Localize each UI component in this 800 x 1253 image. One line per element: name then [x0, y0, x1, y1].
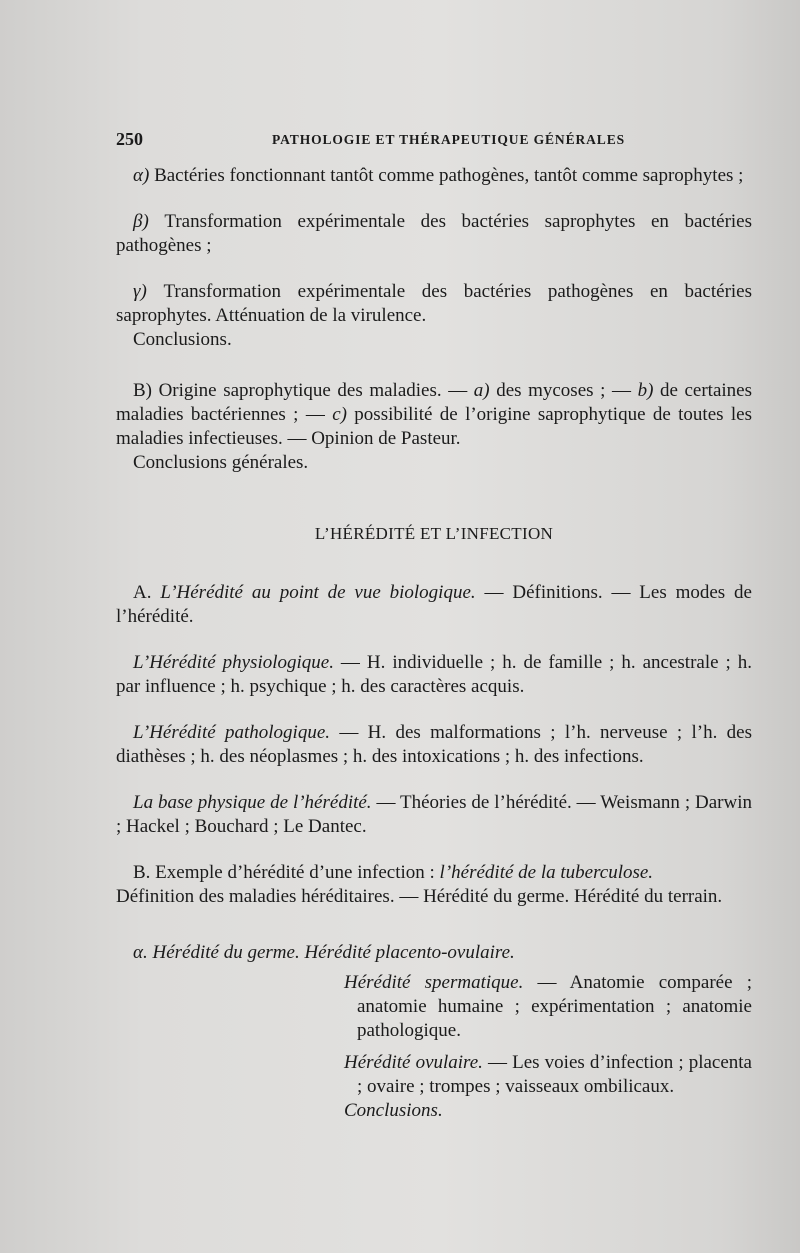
physiologique-title: L’Hérédité physiologique.	[133, 652, 334, 673]
page-body	[116, 164, 752, 1123]
gamma-text: Transformation expérimentale des bactéries pathogènes en bactéries saprophytes. Atténuation de la virulence.	[116, 281, 753, 326]
spermatique-title: Hérédité spermatique.	[344, 972, 524, 993]
paragraph-base	[116, 791, 752, 839]
ovulaire-text: — Les voies d’infection ; placenta ; ovaire ; trompes ; vaisseaux ombilicaux.	[357, 1052, 752, 1097]
base-title: La base physique de l’hérédité.	[133, 792, 372, 813]
conclusions-final: Conclusions.	[344, 1100, 443, 1121]
origine-a-text: des mycoses ; —	[489, 380, 638, 401]
germe-marker: α.	[133, 942, 148, 963]
A-marker: A.	[133, 582, 161, 603]
origine-label: B) Origine saprophytique des maladies. —	[133, 380, 474, 401]
origine-c-text: possibilité de l’origine saprophytique de toutes les maladies infectieuses. — Opinion de Pasteur.	[116, 404, 752, 449]
spermatique-text: — Anatomie comparée ; anatomie humaine ; expérimentation ; anatomie pathologique.	[357, 972, 752, 1041]
page-header	[116, 129, 766, 153]
pathologique-text: — H. des malformations ; l’h. nerveuse ; l’h. des diathèses ; h. des néoplasmes ; h. des intoxications ; h. des infections.	[116, 722, 752, 767]
paragraph-physiologique	[116, 651, 752, 699]
ovulaire-title: Hérédité ovulaire.	[344, 1052, 483, 1073]
alpha-marker: α)	[133, 165, 150, 186]
paragraph-spermatique	[344, 971, 752, 1043]
paragraph-germe	[116, 941, 752, 965]
paragraph-ovulaire	[344, 1051, 752, 1099]
A-text: — Définitions. — Les modes de l’hérédité.	[116, 582, 752, 627]
paragraph-A	[116, 581, 752, 629]
page-number: 250	[116, 129, 143, 149]
section-title: L’HÉRÉDITÉ ET L’INFECTION	[314, 524, 554, 543]
physiologique-text: — H. individuelle ; h. de famille ; h. ancestrale ; h. par influence ; h. psychique ; h. des caractères acquis.	[116, 652, 752, 697]
base-text: — Théories de l’hérédité. — Weismann ; Darwin ; Hackel ; Bouchard ; Le Dantec.	[116, 792, 752, 837]
origine-a-marker: a)	[473, 380, 490, 401]
B-text: B. Exemple d’hérédité d’une infection :	[133, 862, 440, 883]
B-title: l’hérédité de la tuberculose.	[439, 862, 654, 883]
A-title: L’Hérédité au point de vue biologique.	[160, 582, 476, 603]
B-line2: Définition des maladies héréditaires. — Hérédité du germe. Hérédité du terrain.	[116, 886, 723, 907]
paragraph-pathologique	[116, 721, 752, 769]
pathologique-title: L’Hérédité pathologique.	[133, 722, 331, 743]
beta-text: Transformation expérimentale des bactéries saprophytes en bactéries pathogènes ;	[116, 211, 752, 256]
conclusions-1: Conclusions.	[133, 329, 232, 350]
alpha-text: Bactéries fonctionnant tantôt comme pathogènes, tantôt comme saprophytes ;	[154, 165, 744, 186]
origine-b-text: de certaines maladies bactériennes ; —	[116, 380, 752, 425]
paragraph-gamma	[116, 280, 752, 328]
beta-marker: β)	[133, 211, 149, 232]
paragraph-B	[116, 861, 752, 885]
paragraph-origine	[116, 379, 752, 451]
origine-c-marker: c)	[332, 404, 347, 425]
germe-title2: Hérédité placento-ovulaire.	[304, 942, 515, 963]
gamma-marker: γ)	[133, 281, 147, 302]
conclusions-generales: Conclusions générales.	[133, 452, 309, 473]
origine-b-marker: b)	[637, 380, 654, 401]
paragraph-beta	[116, 210, 752, 258]
running-head: PATHOLOGIE ET THÉRAPEUTIQUE GÉNÉRALES	[272, 132, 626, 147]
germe-title1: Hérédité du germe.	[147, 942, 305, 963]
paragraph-alpha	[116, 164, 752, 188]
